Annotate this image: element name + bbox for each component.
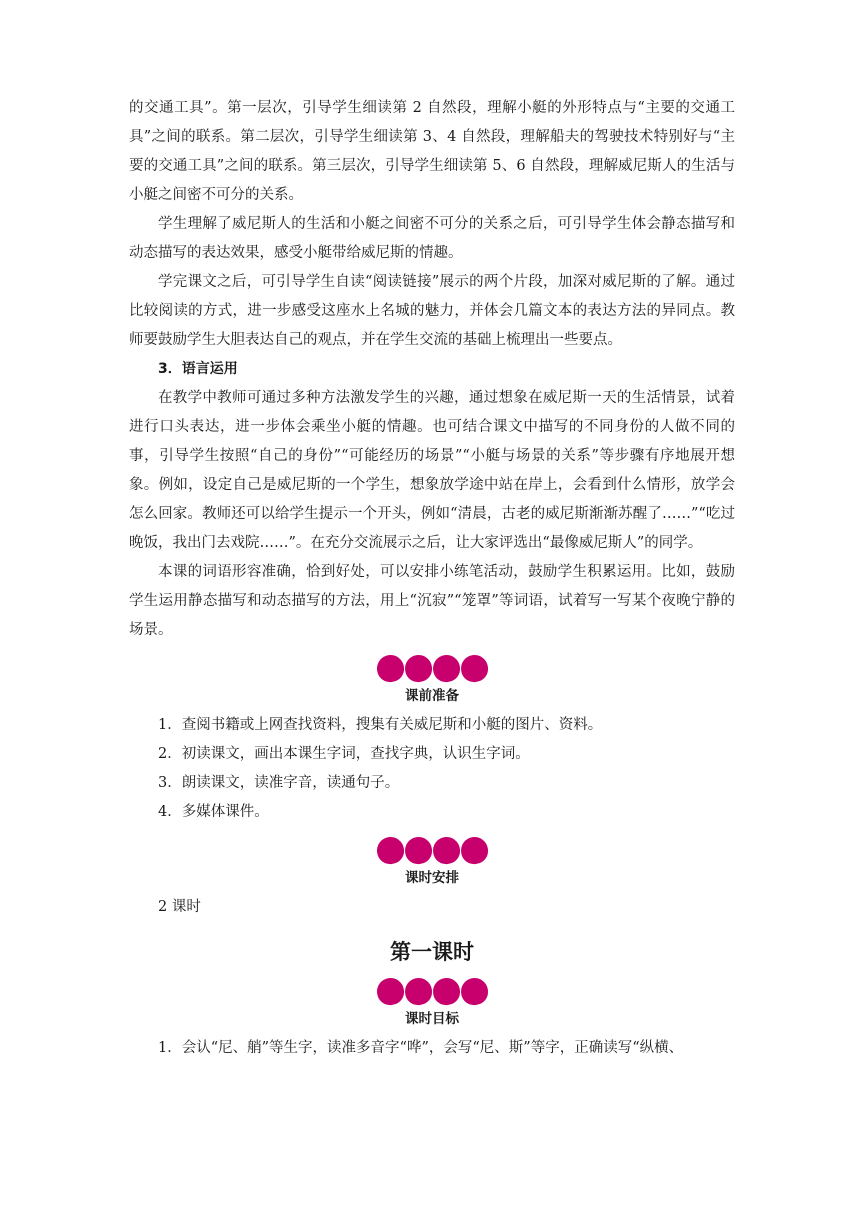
list-item: 3．朗读课文，读准字音，读通句子。 — [158, 775, 400, 791]
section-label: 课时目标 — [405, 1011, 459, 1027]
petal-ornament-icon — [129, 974, 735, 1008]
body-paragraph: 学完课文之后，可引导学生自读“阅读链接”展示的两个片段，加深对威尼斯的了解。通过比较阅读的方式，进一步感受这座水上名城的魅力，并体会几篇文本的表达方法的异同点。教师要鼓励学生大胆表达自己的观点，并在学生交流的基础上梳理出一些要点。 — [129, 274, 735, 348]
schedule-text: 2 课时 — [158, 899, 201, 915]
section-label: 课前准备 — [405, 688, 459, 704]
petal-ornament-icon — [129, 651, 735, 685]
list-item: 2．初读课文，画出本课生字词，查找字典，认识生字词。 — [158, 746, 530, 762]
body-paragraph: 本课的词语形容准确，恰到好处，可以安排小练笔活动，鼓励学生积累运用。比如，鼓励学生运用静态描写和动态描写的方法，用上“沉寂”“笼罩”等词语，试着写一写某个夜晚宁静的场景。 — [129, 564, 735, 638]
body-paragraph: 的交通工具”。第一层次，引导学生细读第 2 自然段，理解小艇的外形特点与“主要的交通工具”之间的联系。第二层次，引导学生细读第 3、4 自然段，理解船夫的驾驶技术特别好与“主要的交通工具”之间的联系。第三层次，引导学生细读第 5、6 自然段，理解威尼斯人的生活与小艇之间密不可分的关系。 — [129, 100, 735, 203]
prep-section-header — [129, 651, 735, 707]
body-paragraph: 学生理解了威尼斯人的生活和小艇之间密不可分的关系之后，可引导学生体会静态描写和动态描写的表达效果，感受小艇带给威尼斯的情趣。 — [129, 216, 735, 261]
list-item: 1．查阅书籍或上网查找资料，搜集有关威尼斯和小艇的图片、资料。 — [158, 717, 603, 733]
lesson-title: 第一课时 — [390, 940, 474, 964]
list-item: 4．多媒体课件。 — [158, 804, 269, 820]
document-page — [129, 94, 735, 1063]
section-heading-language-use: 3．语言运用 — [158, 361, 238, 377]
schedule-section-header — [129, 833, 735, 889]
body-paragraph: 在教学中教师可通过多种方法激发学生的兴趣，通过想象在威尼斯一天的生活情景，试着进行口头表达，进一步体会乘坐小艇的情趣。也可结合课文中描写的不同身份的人做不同的事，引导学生按照“自己的身份”“可能经历的场景”“小艇与场景的关系”等步骤有序地展开想象。例如，设定自己是威尼斯的一个学生，想象放学途中站在岸上，会看到什么情形，放学会怎么回家。教师还可以给学生提示一个开头，例如“清晨，古老的威尼斯渐渐苏醒了……”“吃过晚饭，我出门去戏院……”。在充分交流展示之后，让大家评选出“最像威尼斯人”的同学。 — [129, 390, 735, 551]
petal-ornament-icon — [129, 833, 735, 867]
list-item: 1．会认“尼、艄”等生字，读准多音字“哗”，会写“尼、斯”等字，正确读写“纵横、 — [158, 1040, 684, 1056]
goals-section-header — [129, 974, 735, 1030]
section-label: 课时安排 — [405, 870, 459, 886]
